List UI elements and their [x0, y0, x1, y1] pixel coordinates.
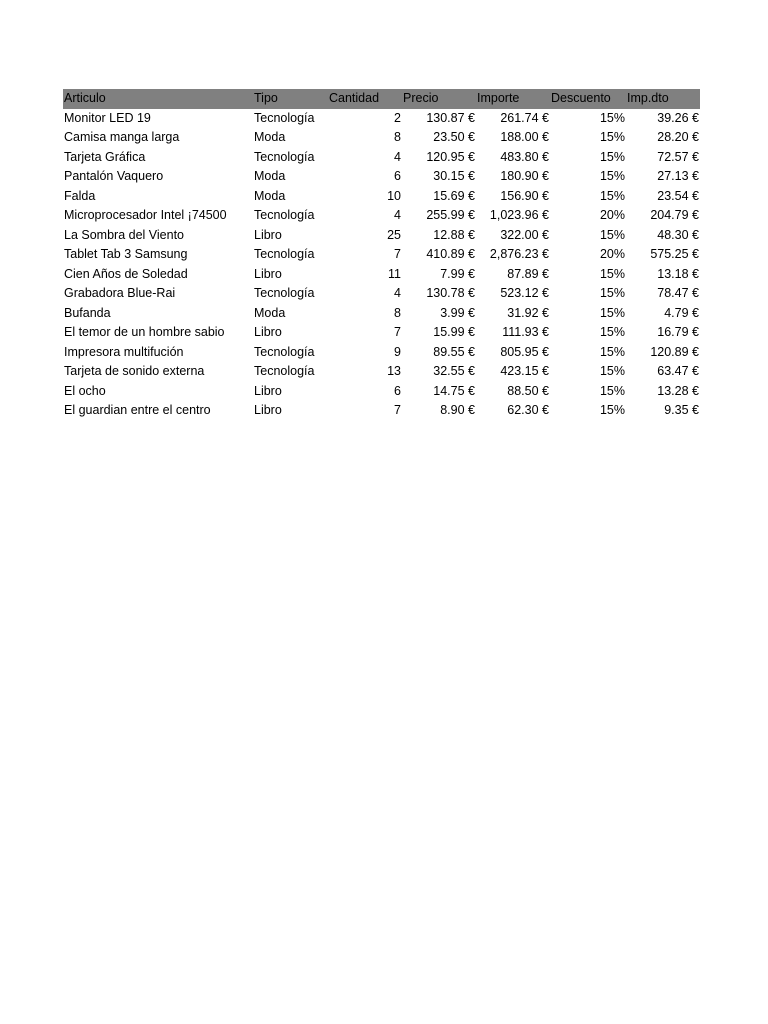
- table-row: [63, 265, 700, 285]
- cell-precio: 12.88 €: [433, 227, 475, 242]
- cell-descuento: 20%: [599, 247, 625, 261]
- cell-importe: 423.15 €: [500, 364, 549, 378]
- cell-articulo: Grabadora Blue-Rai: [64, 286, 176, 300]
- cell-importe: 156.90 €: [500, 188, 549, 203]
- cell-descuento: 15%: [599, 403, 625, 417]
- cell-imp-dto: 120.89 €: [650, 344, 699, 359]
- cell-articulo: El ocho: [64, 383, 106, 398]
- table-row: [63, 128, 700, 148]
- cell-precio: 3.99 €: [440, 305, 475, 320]
- cell-imp-dto: 27.13 €: [657, 169, 699, 183]
- table-row: [63, 382, 700, 402]
- cell-tipo: Libro: [254, 383, 282, 398]
- cell-cantidad: 7: [394, 403, 401, 417]
- cell-tipo: Libro: [254, 227, 282, 242]
- cell-descuento: 15%: [599, 286, 625, 300]
- cell-cantidad: 6: [394, 169, 401, 183]
- table-row: [63, 343, 700, 363]
- table-row: [63, 401, 700, 421]
- table-row: [63, 245, 700, 265]
- table-row: [63, 187, 700, 207]
- cell-cantidad: 10: [387, 188, 401, 203]
- cell-cantidad: 11: [388, 266, 401, 281]
- cell-articulo: El temor de un hombre sabio: [64, 325, 225, 339]
- cell-cantidad: 4: [394, 149, 401, 164]
- cell-precio: 255.99 €: [426, 208, 475, 222]
- cell-articulo: Tarjeta Gráfica: [64, 149, 146, 164]
- cell-descuento: 15%: [599, 149, 625, 164]
- table-row: [63, 323, 700, 343]
- cell-cantidad: 7: [394, 247, 401, 261]
- cell-cantidad: 7: [394, 325, 401, 339]
- cell-cantidad: 25: [387, 227, 401, 242]
- cell-cantidad: 4: [394, 286, 401, 300]
- cell-imp-dto: 4.79 €: [664, 305, 699, 320]
- cell-precio: 15.99 €: [433, 325, 475, 339]
- cell-imp-dto: 13.28 €: [657, 383, 699, 398]
- table-row: [63, 206, 700, 226]
- cell-descuento: 15%: [599, 383, 625, 398]
- cell-articulo: El guardian entre el centro: [64, 403, 211, 417]
- cell-imp-dto: 48.30 €: [657, 227, 699, 242]
- cell-importe: 31.92 €: [507, 305, 549, 320]
- cell-importe: 483.80 €: [500, 149, 549, 164]
- cell-descuento: 15%: [599, 305, 625, 320]
- cell-articulo: Microprocesador Intel ¡74500: [64, 208, 227, 222]
- cell-importe: 523.12 €: [500, 286, 549, 300]
- cell-tipo: Tecnología: [254, 344, 315, 359]
- cell-articulo: Falda: [64, 188, 96, 203]
- cell-imp-dto: 23.54 €: [657, 188, 699, 203]
- cell-precio: 120.95 €: [426, 149, 475, 164]
- cell-tipo: Libro: [254, 325, 282, 339]
- cell-importe: 88.50 €: [507, 383, 549, 398]
- cell-importe: 87.89 €: [507, 266, 549, 281]
- cell-importe: 111.93 €: [502, 325, 549, 339]
- cell-descuento: 15%: [599, 188, 625, 203]
- cell-tipo: Tecnología: [254, 247, 315, 261]
- cell-precio: 15.69 €: [433, 188, 475, 203]
- cell-articulo: Pantalón Vaquero: [64, 169, 164, 183]
- cell-tipo: Moda: [254, 305, 286, 320]
- cell-articulo: Impresora multifución: [64, 344, 184, 359]
- cell-articulo: Cien Años de Soledad: [64, 266, 188, 281]
- cell-precio: 410.89 €: [426, 247, 475, 261]
- cell-cantidad: 9: [394, 344, 401, 359]
- cell-precio: 30.15 €: [433, 169, 475, 183]
- products-table: [63, 89, 700, 421]
- table-row: [63, 362, 700, 382]
- cell-tipo: Libro: [254, 403, 282, 417]
- table-row: [63, 304, 700, 324]
- cell-precio: 130.87 €: [426, 110, 475, 125]
- column-header-importe: Importe: [477, 91, 520, 105]
- cell-precio: 89.55 €: [433, 344, 475, 359]
- cell-descuento: 15%: [599, 364, 625, 378]
- cell-imp-dto: 72.57 €: [657, 149, 699, 164]
- cell-descuento: 15%: [599, 227, 625, 242]
- cell-precio: 7.99 €: [440, 266, 475, 281]
- cell-cantidad: 8: [394, 305, 401, 320]
- cell-descuento: 20%: [599, 208, 625, 222]
- cell-cantidad: 8: [394, 130, 401, 144]
- table-row: [63, 284, 700, 304]
- cell-precio: 23.50 €: [433, 130, 475, 144]
- cell-imp-dto: 9.35 €: [664, 403, 699, 417]
- cell-importe: 1,023.96 €: [489, 208, 549, 222]
- cell-articulo: Camisa manga larga: [64, 130, 180, 144]
- cell-descuento: 15%: [599, 266, 625, 281]
- cell-tipo: Tecnología: [254, 208, 315, 222]
- cell-imp-dto: 13.18 €: [657, 266, 699, 281]
- cell-articulo: La Sombra del Viento: [64, 227, 184, 242]
- header-row: [63, 89, 700, 109]
- cell-cantidad: 2: [394, 110, 401, 125]
- cell-tipo: Tecnología: [254, 110, 315, 125]
- cell-precio: 8.90 €: [440, 403, 475, 417]
- cell-imp-dto: 16.79 €: [657, 325, 699, 339]
- cell-importe: 180.90 €: [500, 169, 549, 183]
- cell-imp-dto: 78.47 €: [657, 286, 699, 300]
- cell-importe: 2,876.23 €: [489, 247, 549, 261]
- cell-precio: 14.75 €: [433, 383, 475, 398]
- table-header: [63, 89, 700, 109]
- cell-tipo: Moda: [254, 130, 286, 144]
- cell-cantidad: 4: [394, 208, 401, 222]
- cell-imp-dto: 39.26 €: [657, 110, 699, 125]
- cell-descuento: 15%: [599, 110, 625, 125]
- cell-descuento: 15%: [599, 344, 625, 359]
- cell-articulo: Monitor LED 19: [64, 110, 151, 125]
- cell-precio: 32.55 €: [433, 364, 475, 378]
- column-header-cantidad: Cantidad: [329, 91, 380, 105]
- cell-tipo: Tecnología: [254, 364, 315, 378]
- cell-cantidad: 6: [394, 383, 401, 398]
- cell-importe: 805.95 €: [500, 344, 549, 359]
- cell-tipo: Moda: [254, 188, 286, 203]
- column-header-precio: Precio: [403, 91, 439, 105]
- cell-importe: 322.00 €: [500, 227, 549, 242]
- column-header-imp-dto: Imp.dto: [627, 91, 669, 105]
- cell-importe: 188.00 €: [500, 130, 549, 144]
- cell-imp-dto: 575.25 €: [650, 247, 699, 261]
- cell-descuento: 15%: [599, 130, 625, 144]
- table-row: [63, 167, 700, 187]
- cell-importe: 62.30 €: [507, 403, 549, 417]
- cell-descuento: 15%: [599, 169, 625, 183]
- cell-importe: 261.74 €: [500, 110, 549, 125]
- table-row: [63, 148, 700, 168]
- column-header-articulo: Articulo: [64, 91, 106, 105]
- cell-tipo: Libro: [254, 266, 282, 281]
- cell-articulo: Tablet Tab 3 Samsung: [64, 247, 188, 261]
- cell-tipo: Tecnología: [254, 286, 315, 300]
- cell-descuento: 15%: [599, 325, 625, 339]
- cell-tipo: Tecnología: [254, 149, 315, 164]
- cell-cantidad: 13: [387, 364, 401, 378]
- table-row: [63, 226, 700, 246]
- column-header-tipo: Tipo: [254, 91, 278, 105]
- cell-imp-dto: 28.20 €: [657, 130, 699, 144]
- cell-precio: 130.78 €: [426, 286, 475, 300]
- cell-imp-dto: 63.47 €: [657, 364, 699, 378]
- cell-articulo: Bufanda: [64, 305, 111, 320]
- cell-imp-dto: 204.79 €: [650, 208, 699, 222]
- cell-articulo: Tarjeta de sonido externa: [64, 364, 205, 378]
- table-body: [63, 109, 700, 421]
- cell-tipo: Moda: [254, 169, 286, 183]
- table-row: [63, 109, 700, 129]
- column-header-descuento: Descuento: [551, 91, 611, 105]
